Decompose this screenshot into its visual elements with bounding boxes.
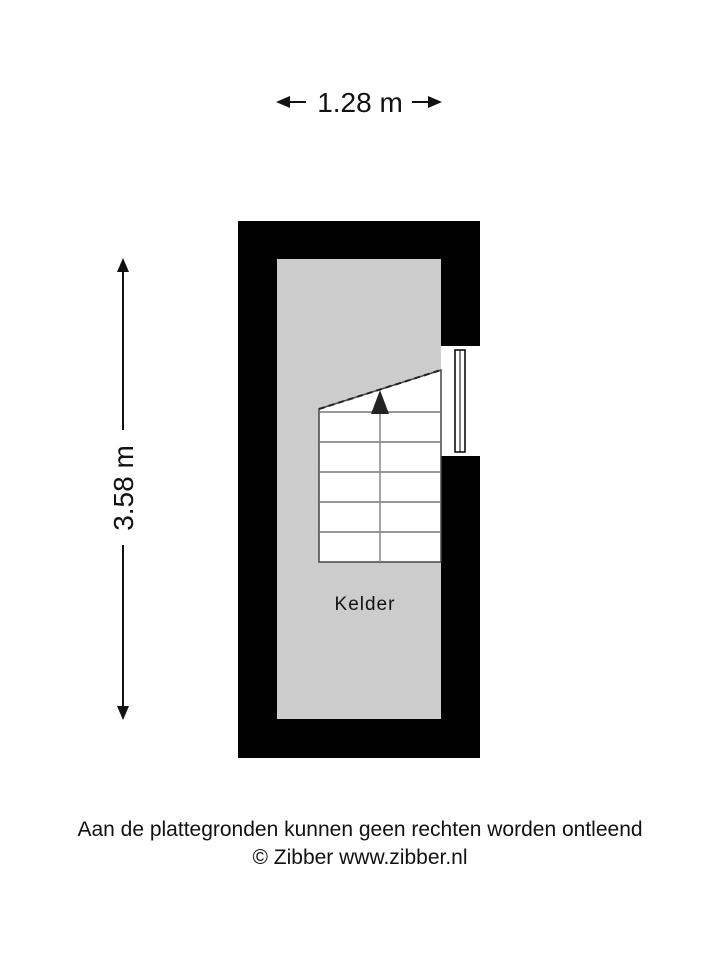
height-arrow-top-head	[117, 258, 129, 272]
height-label: 3.58 m	[108, 445, 139, 531]
window	[441, 345, 480, 457]
room-label: Kelder	[334, 594, 396, 615]
height-dimension	[108, 258, 139, 720]
height-arrow-bottom-head	[117, 706, 129, 720]
width-dimension	[276, 87, 442, 118]
footer-disclaimer: Aan de plattegronden kunnen geen rechten worden ontleend	[77, 818, 643, 841]
width-label: 1.28 m	[317, 87, 403, 118]
width-arrow-left-head	[276, 96, 290, 108]
footer-copyright: © Zibber www.zibber.nl	[252, 846, 468, 869]
width-arrow-right-head	[428, 96, 442, 108]
